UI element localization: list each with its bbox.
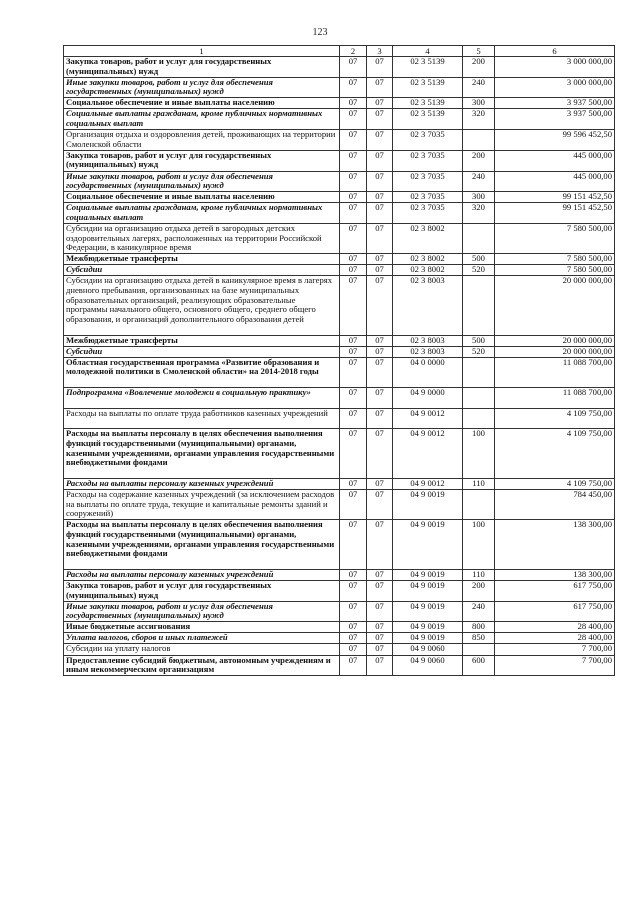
- row-expense-type: 500: [463, 335, 495, 346]
- row-expense-type: 200: [463, 57, 495, 78]
- row-target-code: 04 9 0012: [393, 408, 463, 429]
- row-section: 07: [340, 77, 367, 98]
- table-row: [64, 408, 615, 429]
- row-subsection: 07: [367, 601, 393, 622]
- row-name: Расходы на выплаты персоналу в целях обеспечения выполнения функций государственными (муниципальными) органами, казенными учреждениями, органами управления государственными внебюджетными фондами: [64, 429, 340, 479]
- header-col-2: 2: [340, 46, 367, 57]
- row-target-code: 02 3 7035: [393, 203, 463, 224]
- row-expense-type: 240: [463, 601, 495, 622]
- row-name: Уплата налогов, сборов и иных платежей: [64, 633, 340, 644]
- row-subsection: 07: [367, 335, 393, 346]
- row-expense-type: 320: [463, 109, 495, 130]
- table-row: [64, 109, 615, 130]
- row-section: 07: [340, 478, 367, 489]
- row-subsection: 07: [367, 655, 393, 676]
- row-expense-type: 200: [463, 150, 495, 171]
- table-row: [64, 478, 615, 489]
- row-amount: 4 109 750,00: [495, 478, 615, 489]
- row-subsection: 07: [367, 569, 393, 580]
- row-section: 07: [340, 569, 367, 580]
- row-amount: 7 700,00: [495, 644, 615, 655]
- row-amount: 7 580 500,00: [495, 265, 615, 276]
- row-section: 07: [340, 171, 367, 192]
- row-name: Организация отдыха и оздоровления детей, проживающих на территории Смоленской области: [64, 130, 340, 151]
- table-row: [64, 357, 615, 387]
- row-expense-type: 600: [463, 655, 495, 676]
- row-expense-type: 110: [463, 569, 495, 580]
- row-subsection: 07: [367, 130, 393, 151]
- row-target-code: 04 9 0060: [393, 644, 463, 655]
- row-subsection: 07: [367, 276, 393, 335]
- row-section: 07: [340, 357, 367, 387]
- row-section: 07: [340, 655, 367, 676]
- row-name: Расходы на выплаты персоналу казенных учреждений: [64, 478, 340, 489]
- row-expense-type: 800: [463, 622, 495, 633]
- row-name: Иные бюджетные ассигнования: [64, 622, 340, 633]
- row-amount: 4 109 750,00: [495, 429, 615, 479]
- row-target-code: 02 3 7035: [393, 130, 463, 151]
- header-col-3: 3: [367, 46, 393, 57]
- row-amount: 99 151 452,50: [495, 203, 615, 224]
- row-amount: 7 580 500,00: [495, 224, 615, 254]
- table-row: [64, 633, 615, 644]
- row-subsection: 07: [367, 429, 393, 479]
- row-section: 07: [340, 601, 367, 622]
- row-section: 07: [340, 580, 367, 601]
- row-expense-type: 240: [463, 77, 495, 98]
- row-amount: 784 450,00: [495, 490, 615, 520]
- row-expense-type: [463, 357, 495, 387]
- row-section: 07: [340, 203, 367, 224]
- row-section: 07: [340, 644, 367, 655]
- row-target-code: 04 9 0019: [393, 580, 463, 601]
- row-target-code: 02 3 8003: [393, 335, 463, 346]
- table-row: [64, 388, 615, 409]
- table-row: [64, 335, 615, 346]
- row-target-code: 02 3 7035: [393, 150, 463, 171]
- row-amount: 617 750,00: [495, 580, 615, 601]
- row-section: 07: [340, 130, 367, 151]
- row-name: Расходы на содержание казенных учреждений (за исключением расходов на выплаты по оплате труда, текущие и капитальные ремонты зданий и сооружений): [64, 490, 340, 520]
- row-subsection: 07: [367, 109, 393, 130]
- row-amount: 28 400,00: [495, 622, 615, 633]
- table-row: [64, 203, 615, 224]
- row-section: 07: [340, 109, 367, 130]
- row-target-code: 04 9 0012: [393, 478, 463, 489]
- row-target-code: 02 3 7035: [393, 171, 463, 192]
- row-subsection: 07: [367, 520, 393, 570]
- row-name: Субсидии на уплату налогов: [64, 644, 340, 655]
- row-name: Расходы на выплаты персоналу казенных учреждений: [64, 569, 340, 580]
- table-row: [64, 346, 615, 357]
- row-name: Межбюджетные трансферты: [64, 335, 340, 346]
- row-amount: 28 400,00: [495, 633, 615, 644]
- row-target-code: 02 3 8003: [393, 276, 463, 335]
- table-row: [64, 490, 615, 520]
- row-amount: 617 750,00: [495, 601, 615, 622]
- table-row: [64, 655, 615, 676]
- row-subsection: 07: [367, 203, 393, 224]
- row-amount: 138 300,00: [495, 520, 615, 570]
- table-row: [64, 192, 615, 203]
- row-name: Иные закупки товаров, работ и услуг для обеспечения государственных (муниципальных) нужд: [64, 171, 340, 192]
- row-expense-type: [463, 644, 495, 655]
- row-subsection: 07: [367, 150, 393, 171]
- row-name: Иные закупки товаров, работ и услуг для обеспечения государственных (муниципальных) нужд: [64, 77, 340, 98]
- row-section: 07: [340, 57, 367, 78]
- row-target-code: 04 9 0019: [393, 633, 463, 644]
- row-amount: 138 300,00: [495, 569, 615, 580]
- row-expense-type: [463, 388, 495, 409]
- row-name: Субсидии: [64, 265, 340, 276]
- page-number: 123: [312, 27, 328, 38]
- row-target-code: 02 3 8002: [393, 224, 463, 254]
- row-subsection: 07: [367, 224, 393, 254]
- row-expense-type: [463, 224, 495, 254]
- row-expense-type: [463, 490, 495, 520]
- row-subsection: 07: [367, 265, 393, 276]
- row-expense-type: 300: [463, 98, 495, 109]
- table-row: [64, 622, 615, 633]
- row-expense-type: 300: [463, 192, 495, 203]
- row-amount: 4 109 750,00: [495, 408, 615, 429]
- table-row: [64, 171, 615, 192]
- row-section: 07: [340, 254, 367, 265]
- row-subsection: 07: [367, 346, 393, 357]
- row-name: Иные закупки товаров, работ и услуг для обеспечения государственных (муниципальных) нужд: [64, 601, 340, 622]
- row-amount: 20 000 000,00: [495, 335, 615, 346]
- row-target-code: 04 9 0012: [393, 429, 463, 479]
- table-body: [64, 57, 615, 676]
- row-amount: 99 151 452,50: [495, 192, 615, 203]
- row-subsection: 07: [367, 408, 393, 429]
- row-section: 07: [340, 150, 367, 171]
- row-expense-type: 240: [463, 171, 495, 192]
- row-target-code: 04 0 0000: [393, 357, 463, 387]
- row-expense-type: [463, 408, 495, 429]
- row-amount: 3 000 000,00: [495, 77, 615, 98]
- row-target-code: 04 9 0019: [393, 622, 463, 633]
- row-name: Социальное обеспечение и иные выплаты населению: [64, 192, 340, 203]
- header-col-6: 6: [495, 46, 615, 57]
- row-name: Подпрограмма «Вовлечение молодежи в социальную практику»: [64, 388, 340, 409]
- row-expense-type: 520: [463, 265, 495, 276]
- row-expense-type: 520: [463, 346, 495, 357]
- row-section: 07: [340, 98, 367, 109]
- row-name: Социальное обеспечение и иные выплаты населению: [64, 98, 340, 109]
- row-expense-type: 100: [463, 520, 495, 570]
- row-target-code: 04 9 0060: [393, 655, 463, 676]
- row-name: Расходы на выплаты по оплате труда работников казенных учреждений: [64, 408, 340, 429]
- table-row: [64, 130, 615, 151]
- table-row: [64, 601, 615, 622]
- header-col-5: 5: [463, 46, 495, 57]
- row-name: Расходы на выплаты персоналу в целях обеспечения выполнения функций государственными (муниципальными) органами, казенными учреждениями, органами управления государственными внебюджетными фондами: [64, 520, 340, 570]
- row-section: 07: [340, 490, 367, 520]
- row-name: Предоставление субсидий бюджетным, автономным учреждениям и иным некоммерческим организациям: [64, 655, 340, 676]
- row-subsection: 07: [367, 77, 393, 98]
- row-target-code: 04 9 0019: [393, 490, 463, 520]
- table-row: [64, 224, 615, 254]
- header-col-1: 1: [64, 46, 340, 57]
- row-target-code: 04 9 0019: [393, 601, 463, 622]
- row-name: Субсидии на организацию отдыха детей в каникулярное время в лагерях дневного пребывания, организованных на базе муниципальных образовательных организаций, реализующих образовательные программы начального общего, основного общего, среднего общего образования, и организаций дополнительного образования детей: [64, 276, 340, 335]
- row-name: Социальные выплаты гражданам, кроме публичных нормативных социальных выплат: [64, 203, 340, 224]
- row-name: Межбюджетные трансферты: [64, 254, 340, 265]
- row-subsection: 07: [367, 192, 393, 203]
- row-amount: 3 937 500,00: [495, 98, 615, 109]
- row-amount: 20 000 000,00: [495, 276, 615, 335]
- table-row: [64, 150, 615, 171]
- row-name: Закупка товаров, работ и услуг для государственных (муниципальных) нужд: [64, 580, 340, 601]
- row-amount: 20 000 000,00: [495, 346, 615, 357]
- row-expense-type: 850: [463, 633, 495, 644]
- row-subsection: 07: [367, 357, 393, 387]
- row-expense-type: 110: [463, 478, 495, 489]
- table-row: [64, 569, 615, 580]
- table-row: [64, 520, 615, 570]
- row-target-code: 02 3 5139: [393, 57, 463, 78]
- row-expense-type: 100: [463, 429, 495, 479]
- table-row: [64, 265, 615, 276]
- table-row: [64, 276, 615, 335]
- row-subsection: 07: [367, 388, 393, 409]
- row-amount: 7 580 500,00: [495, 254, 615, 265]
- row-target-code: 02 3 5139: [393, 98, 463, 109]
- row-expense-type: 200: [463, 580, 495, 601]
- row-amount: 11 088 700,00: [495, 388, 615, 409]
- row-subsection: 07: [367, 171, 393, 192]
- row-subsection: 07: [367, 644, 393, 655]
- row-subsection: 07: [367, 633, 393, 644]
- table-row: [64, 254, 615, 265]
- row-section: 07: [340, 335, 367, 346]
- row-name: Субсидии на организацию отдыха детей в загородных детских оздоровительных лагерях, расположенных на территории Российской Федерации, в каникулярное время: [64, 224, 340, 254]
- budget-table: [63, 45, 615, 676]
- row-amount: 445 000,00: [495, 150, 615, 171]
- row-expense-type: 320: [463, 203, 495, 224]
- row-amount: 99 596 452,50: [495, 130, 615, 151]
- row-amount: 11 088 700,00: [495, 357, 615, 387]
- row-expense-type: 500: [463, 254, 495, 265]
- table-row: [64, 580, 615, 601]
- row-section: 07: [340, 520, 367, 570]
- row-target-code: 02 3 7035: [393, 192, 463, 203]
- row-section: 07: [340, 265, 367, 276]
- table-row: [64, 57, 615, 78]
- row-target-code: 04 9 0019: [393, 520, 463, 570]
- row-subsection: 07: [367, 478, 393, 489]
- table-row: [64, 429, 615, 479]
- row-target-code: 04 9 0000: [393, 388, 463, 409]
- row-section: 07: [340, 622, 367, 633]
- row-expense-type: [463, 276, 495, 335]
- row-target-code: 02 3 8002: [393, 265, 463, 276]
- row-subsection: 07: [367, 98, 393, 109]
- table-row: [64, 644, 615, 655]
- row-expense-type: [463, 130, 495, 151]
- row-name: Закупка товаров, работ и услуг для государственных (муниципальных) нужд: [64, 57, 340, 78]
- row-subsection: 07: [367, 622, 393, 633]
- header-row: [64, 46, 615, 57]
- row-name: Субсидии: [64, 346, 340, 357]
- row-amount: 3 000 000,00: [495, 57, 615, 78]
- row-target-code: 02 3 8002: [393, 254, 463, 265]
- row-name: Закупка товаров, работ и услуг для государственных (муниципальных) нужд: [64, 150, 340, 171]
- row-section: 07: [340, 429, 367, 479]
- row-section: 07: [340, 346, 367, 357]
- row-amount: 3 937 500,00: [495, 109, 615, 130]
- row-amount: 445 000,00: [495, 171, 615, 192]
- row-target-code: 02 3 5139: [393, 77, 463, 98]
- row-section: 07: [340, 388, 367, 409]
- header-col-4: 4: [393, 46, 463, 57]
- row-subsection: 07: [367, 580, 393, 601]
- table-row: [64, 77, 615, 98]
- row-subsection: 07: [367, 57, 393, 78]
- row-subsection: 07: [367, 490, 393, 520]
- row-section: 07: [340, 276, 367, 335]
- row-amount: 7 700,00: [495, 655, 615, 676]
- row-target-code: 04 9 0019: [393, 569, 463, 580]
- row-name: Областная государственная программа «Развитие образования и молодежной политики в Смоленской области» на 2014-2018 годы: [64, 357, 340, 387]
- row-name: Социальные выплаты гражданам, кроме публичных нормативных социальных выплат: [64, 109, 340, 130]
- row-subsection: 07: [367, 254, 393, 265]
- row-target-code: 02 3 5139: [393, 109, 463, 130]
- row-section: 07: [340, 224, 367, 254]
- row-section: 07: [340, 408, 367, 429]
- row-target-code: 02 3 8003: [393, 346, 463, 357]
- table-row: [64, 98, 615, 109]
- row-section: 07: [340, 633, 367, 644]
- row-section: 07: [340, 192, 367, 203]
